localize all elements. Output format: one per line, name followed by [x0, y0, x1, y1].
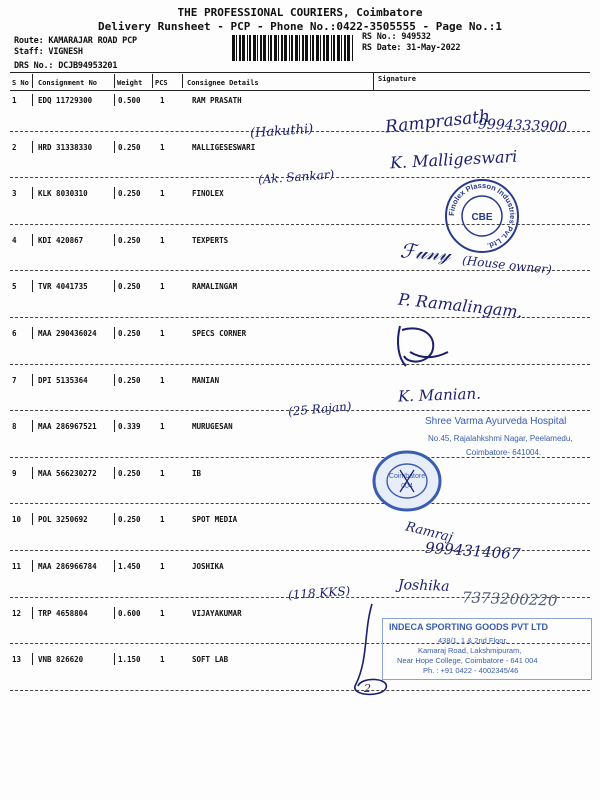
- row-weight: 0.250: [118, 515, 141, 525]
- row-weight: 0.250: [118, 282, 141, 292]
- barcode-bar: [331, 35, 332, 61]
- rs-number: RS No.: 949532: [362, 32, 431, 42]
- finolex-stamp: [442, 176, 522, 256]
- row-weight: 0.339: [118, 422, 141, 432]
- r13-mark: 2: [364, 682, 371, 695]
- row-divider: [114, 94, 115, 106]
- ib-stamp-line2: 004: [401, 483, 413, 490]
- row-consignment-no: MAA 286967521: [38, 422, 97, 432]
- barcode-bar: [242, 35, 245, 61]
- row-divider: [114, 653, 115, 665]
- col-weight: Weight: [117, 79, 143, 87]
- row-sno: 11: [12, 562, 22, 571]
- row-pcs: 1: [160, 329, 165, 338]
- row-weight: 0.600: [118, 608, 141, 618]
- barcode-bar: [305, 35, 308, 61]
- row-weight: 0.250: [118, 468, 141, 478]
- row-pcs: 1: [160, 422, 165, 432]
- barcode-bar: [281, 35, 283, 61]
- row-weight: 0.500: [118, 96, 141, 105]
- row-sno: 3: [12, 189, 17, 199]
- row-pcs: 1: [160, 189, 165, 199]
- row-consignment-no: MAA 286966784: [38, 562, 97, 571]
- barcode-bar: [337, 35, 340, 61]
- col-pcs: PCS: [155, 79, 168, 87]
- row-consignment-no: MAA 566230272: [38, 468, 97, 478]
- row-consignment-no: KDI 420867: [38, 235, 84, 245]
- r4-signature-scribble: ℱ𝓊𝓃𝓎: [399, 238, 452, 266]
- barcode-bar: [263, 35, 266, 61]
- r10-phone: 9994314067: [424, 538, 521, 564]
- barcode-bar: [326, 35, 329, 61]
- barcode-graphic: [232, 35, 356, 61]
- runsheet-title: THE PROFESSIONAL COURIERS, Coimbatore: [177, 6, 423, 19]
- barcode-bar: [284, 35, 287, 61]
- shree-varma-name: Shree Varma Ayurveda Hospital: [425, 416, 567, 427]
- row-divider: [114, 560, 115, 572]
- row-divider: [114, 607, 115, 619]
- finolex-center-text: CBE: [471, 212, 493, 223]
- row-consignee: TEXPERTS: [192, 235, 229, 245]
- barcode-bar: [302, 35, 304, 61]
- ib-stamp: [370, 448, 444, 514]
- barcode-bar: [270, 35, 272, 61]
- barcode-bar: [295, 35, 298, 61]
- row-divider: [32, 327, 33, 339]
- route-label: Route: KAMARAJAR ROAD PCP: [14, 36, 137, 46]
- row-divider: [114, 141, 115, 153]
- row-consignee: MANIAN: [192, 375, 220, 385]
- row-separator: [10, 690, 590, 691]
- barcode-bar: [299, 35, 300, 61]
- row-sno: 13: [12, 655, 22, 665]
- row-pcs: 1: [160, 282, 165, 292]
- barcode-bar: [352, 35, 353, 61]
- row-consignee: JOSHIKA: [192, 562, 224, 571]
- row-consignment-no: VNB 826620: [38, 655, 84, 665]
- indeca-addr2: Kamaraj Road, Lakshmipuram,: [418, 646, 522, 655]
- row-consignee: SOFT LAB: [192, 655, 229, 665]
- barcode-bar: [323, 35, 325, 61]
- r8-note: (25 Rajan): [287, 399, 353, 419]
- row-consignee: IB: [192, 468, 202, 478]
- row-divider: [32, 653, 33, 665]
- barcode-bar: [333, 35, 335, 61]
- row-sno: 10: [12, 515, 22, 525]
- indeca-name: INDECA SPORTING GOODS PVT LTD: [389, 622, 549, 632]
- row-divider: [32, 280, 33, 292]
- barcode-bar: [274, 35, 277, 61]
- row-divider: [114, 420, 115, 432]
- row-sno: 1: [12, 96, 17, 105]
- r12-note: (118 KKS): [287, 583, 351, 603]
- row-weight: 0.250: [118, 329, 141, 338]
- row-consignee: FINOLEX: [192, 189, 224, 199]
- barcode-bar: [260, 35, 262, 61]
- row-sno: 7: [12, 375, 17, 385]
- row-divider: [114, 467, 115, 479]
- row-weight: 0.250: [118, 189, 141, 199]
- col-signature: Signature: [378, 75, 416, 83]
- row-sno: 9: [12, 468, 17, 478]
- staff-label: Staff: VIGNESH: [14, 47, 83, 57]
- rs-date: RS Date: 31-May-2022: [362, 43, 461, 53]
- barcode-bar: [268, 35, 269, 61]
- row-divider: [32, 560, 33, 572]
- r10-signature: Ramraj: [403, 519, 455, 546]
- row-divider: [114, 327, 115, 339]
- barcode-bar: [347, 35, 350, 61]
- row-sno: 6: [12, 329, 17, 338]
- finolex-ring-text: Finolex Plasson Industries Pvt. Ltd.: [446, 180, 518, 251]
- barcode-bar: [232, 35, 235, 61]
- row-divider: [114, 234, 115, 246]
- barcode-bar: [316, 35, 319, 61]
- row-pcs: 1: [160, 375, 165, 385]
- row-divider: [32, 374, 33, 386]
- row-separator: [10, 503, 590, 504]
- row-consignment-no: HRD 31338330: [38, 142, 93, 152]
- barcode-bar: [247, 35, 248, 61]
- row-pcs: 1: [160, 96, 165, 105]
- r2-signature: K. Malligeswari: [389, 146, 518, 173]
- barcode-bar: [278, 35, 279, 61]
- row-weight: 0.250: [118, 375, 141, 385]
- row-consignment-no: POL 3250692: [38, 515, 88, 525]
- r1-note: (Hakuthi): [249, 121, 314, 142]
- row-divider: [114, 187, 115, 199]
- row-consignment-no: TRP 4658804: [38, 608, 88, 618]
- r11-signature: Joshika: [397, 577, 450, 595]
- row-separator: [10, 364, 590, 365]
- row-sno: 2: [12, 142, 17, 152]
- row-consignment-no: DPI 5135364: [38, 375, 88, 385]
- row-consignee: VIJAYAKUMAR: [192, 608, 242, 618]
- r6-signature: [392, 322, 452, 370]
- indeca-stamp: [382, 618, 592, 680]
- barcode-bar: [312, 35, 314, 61]
- row-pcs: 1: [160, 562, 165, 571]
- barcode-bar: [291, 35, 293, 61]
- row-pcs: 1: [160, 468, 165, 478]
- row-divider: [32, 141, 33, 153]
- col-consignment: Consignment No: [38, 79, 98, 87]
- table-row: [10, 329, 590, 376]
- row-sno: 5: [12, 282, 17, 292]
- r2-note: (Ak. Sankar): [257, 167, 335, 187]
- row-weight: 0.250: [118, 142, 141, 152]
- row-consignee: SPECS CORNER: [192, 329, 247, 338]
- row-divider: [32, 94, 33, 106]
- row-pcs: 1: [160, 235, 165, 245]
- row-sno: 12: [12, 608, 22, 618]
- row-divider: [32, 420, 33, 432]
- row-sno: 8: [12, 422, 17, 432]
- row-consignee: MURUGESAN: [192, 422, 233, 432]
- indeca-phone: Ph. : +91 0422 - 4002345/46: [423, 666, 519, 675]
- row-divider: [32, 234, 33, 246]
- indeca-addr3: Near Hope College, Coimbatore - 641 004: [397, 656, 538, 665]
- row-sno: 4: [12, 235, 17, 245]
- col-consignee: Consignee Details: [187, 79, 259, 87]
- row-divider: [32, 467, 33, 479]
- shree-varma-addr1: No.45, Rajalahkshmi Nagar, Peelamedu,: [428, 434, 573, 443]
- indeca-addr1: 438/1, 1 & 2nd Floor,: [438, 636, 508, 645]
- barcode-bar: [344, 35, 346, 61]
- row-divider: [32, 187, 33, 199]
- barcode-bar: [253, 35, 256, 61]
- runsheet-subtitle: Delivery Runsheet - PCP - Phone No.:0422-3505555 - Page No.:1: [98, 20, 502, 33]
- table-row: [10, 469, 590, 516]
- barcode-bar: [257, 35, 258, 61]
- barcode-bar: [236, 35, 237, 61]
- row-divider: [114, 513, 115, 525]
- drs-number: DRS No.: DCJB94953201: [14, 61, 118, 71]
- row-weight: 1.150: [118, 655, 141, 665]
- row-consignee: SPOT MEDIA: [192, 515, 238, 525]
- row-pcs: 1: [160, 655, 165, 665]
- row-pcs: 1: [160, 608, 165, 618]
- row-divider: [114, 374, 115, 386]
- r1-phone: 9994333900: [477, 116, 568, 136]
- barcode-bar: [320, 35, 321, 61]
- table-row: [10, 422, 590, 469]
- barcode-bar: [289, 35, 290, 61]
- r1-signature: Ramprasath: [384, 106, 491, 138]
- row-divider: [114, 280, 115, 292]
- r11-phone: 7373200220: [461, 588, 558, 610]
- r5-signature: P. Ramalingam.: [397, 289, 524, 322]
- row-pcs: 1: [160, 142, 165, 152]
- ib-stamp-line1: Coimbatore: [388, 473, 426, 480]
- row-divider: [32, 607, 33, 619]
- r4-note: (House owner): [461, 253, 553, 277]
- barcode-bar: [341, 35, 342, 61]
- row-weight: 0.250: [118, 235, 141, 245]
- row-consignee: MALLIGESESWARI: [192, 142, 256, 152]
- row-consignment-no: KLK 8030310: [38, 189, 88, 199]
- row-consignee: RAMALINGAM: [192, 282, 238, 292]
- row-divider: [32, 513, 33, 525]
- barcode-bar: [239, 35, 241, 61]
- row-consignee: RAM PRASATH: [192, 96, 242, 105]
- row-consignment-no: TVR 4041735: [38, 282, 88, 292]
- row-consignment-no: EDQ 11729300: [38, 96, 93, 105]
- row-pcs: 1: [160, 515, 165, 525]
- barcode-bar: [249, 35, 251, 61]
- shree-varma-addr2: Coimbatore- 641004.: [466, 448, 542, 457]
- barcode-bar: [310, 35, 311, 61]
- r7-signature: K. Manian.: [397, 384, 482, 406]
- row-consignment-no: MAA 290436024: [38, 329, 97, 338]
- row-weight: 1.450: [118, 562, 141, 571]
- col-sno: S No: [12, 79, 29, 87]
